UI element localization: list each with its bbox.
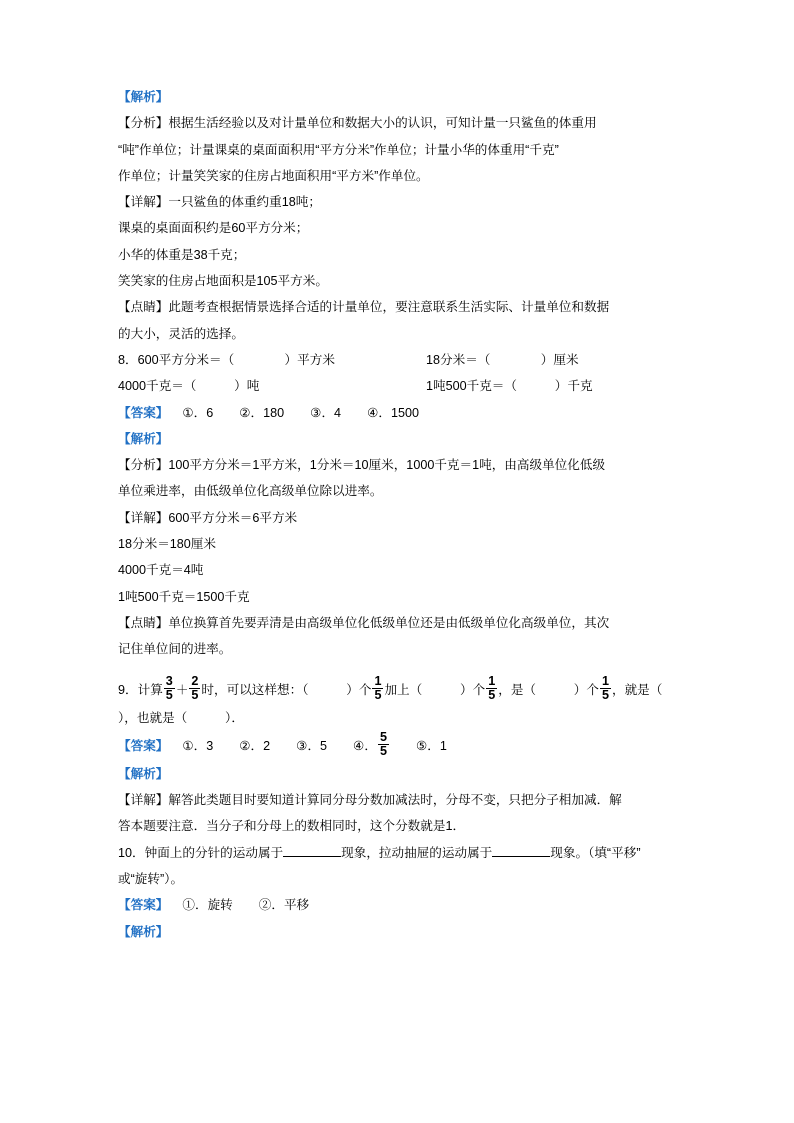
question-10-number: 10． <box>118 845 145 860</box>
detail-paragraph-1-line3: 小华的体重是38千克； <box>118 247 246 262</box>
question-8-detail-line1: 【详解】600平方分米＝6平方米 <box>118 510 298 525</box>
fraction-three-fifths: $\frac{3}{5}$ <box>165 673 173 702</box>
question-10-line1 <box>118 840 676 866</box>
question-8-answer-row <box>118 400 676 426</box>
question-8-row-1 <box>118 347 676 373</box>
question-8-answer-4: ④．1500 <box>367 405 419 420</box>
analysis-tag-9 <box>118 761 676 787</box>
question-10-text-b: 现象，拉动抽屉的运动属于 <box>341 845 493 860</box>
answer-label-9: 【答案】 <box>118 738 169 753</box>
question-9-detail-line1: 【详解】解答此类题目时要知道计算同分母分数加减法时，分母不变，只把分子相加减．解 <box>118 793 622 808</box>
question-9-answer-2: ②．2 <box>239 738 271 753</box>
analysis-tag-1 <box>118 84 676 110</box>
analysis-label: 【解析】 <box>118 90 169 104</box>
question-9-answer-1: ①．3 <box>182 738 214 753</box>
question-8-summary-line1: 【点睛】单位换算首先要弄清是由高级单位化低级单位还是由低级单位化高级单位，其次 <box>118 615 610 630</box>
analysis-paragraph-1-line1: 【分析】根据生活经验以及对计量单位和数据大小的认识，可知计量一只鲨鱼的体重用 <box>118 116 597 131</box>
fraction-one-fifth-2: $\frac{1}{5}$ <box>488 673 496 702</box>
question-8-summary-line2: 记住单位间的进率。 <box>118 642 232 657</box>
question-9-detail-line2: 答本题要注意．当分子和分母上的数相同时，这个分数就是1． <box>118 819 466 834</box>
question-8-row1-left: 600平方分米＝（ ）平方米 <box>137 352 335 367</box>
analysis-paragraph-1-line2: “吨”作单位；计量课桌的桌面面积用“平方分米”作单位；计量小华的体重用“千克” <box>118 142 559 157</box>
question-8-answer-1: ①．6 <box>182 405 214 420</box>
question-8-row2-right: 1吨500千克＝（ ）千克 <box>426 379 593 394</box>
question-8-number: 8． <box>118 352 138 367</box>
blank-underline-2 <box>492 843 550 857</box>
question-10-text-a: 钟面上的分针的运动属于 <box>144 845 284 860</box>
question-8-row2-left: 4000千克＝（ ）吨 <box>118 379 260 394</box>
question-8-detail-line3: 4000千克＝4吨 <box>118 563 204 578</box>
question-9-text-f: ），也就是（ ）． <box>118 710 244 725</box>
question-9-text-d: ，是（ ）个 <box>498 682 599 697</box>
question-8-fenxi-line2: 单位乘进率，由低级单位化高级单位除以进率。 <box>118 484 383 499</box>
question-9-text-c: 加上（ ）个 <box>384 682 486 697</box>
question-9-number: 9． <box>118 682 138 697</box>
question-9-text-b: 时，可以这样想：（ ）个 <box>201 682 372 697</box>
question-8-fenxi-line1: 【分析】100平方分米＝1平方米，1分米＝10厘米，1000千克＝1吨，由高级单位化低级 <box>118 458 606 473</box>
detail-paragraph-1-line2: 课桌的桌面面积约是60平方分米； <box>118 221 309 236</box>
question-8-detail-line2: 18分米＝180厘米 <box>118 537 216 552</box>
detail-paragraph-1-line1: 【详解】一只鲨鱼的体重约重18吨； <box>118 195 321 210</box>
question-9-text <box>118 675 676 705</box>
fraction-five-fifths: $\frac{5}{5}$ <box>379 730 387 759</box>
question-8-row1-right: 18分米＝（ ）厘米 <box>426 352 579 367</box>
question-9-text-a: 计算 <box>137 682 163 697</box>
question-8-row-2 <box>118 373 676 399</box>
analysis-paragraph-1-line3: 作单位；计量笑笑家的住房占地面积用“平方米”作单位。 <box>118 168 429 183</box>
question-9-answer-3: ③．5 <box>296 738 328 753</box>
fraction-two-fifths: $\frac{2}{5}$ <box>191 673 199 702</box>
answer-label-10: 【答案】 <box>118 898 169 913</box>
question-9-answer-5: ⑤．1 <box>415 738 447 753</box>
question-9-text-e: ，就是（ <box>611 682 663 697</box>
question-8-answer-2: ②．180 <box>239 405 285 420</box>
question-10-answer-2: ②．平移 <box>258 898 310 913</box>
question-10-answer-1: ①．旋转 <box>182 898 233 913</box>
question-9-answer-row <box>118 731 676 761</box>
question-10-line2: 或“旋转”）。 <box>118 872 184 887</box>
fraction-one-fifth-3: $\frac{1}{5}$ <box>601 673 609 702</box>
analysis-tag-10 <box>118 919 676 945</box>
question-10-text-c: 现象。（填“平移” <box>550 845 641 860</box>
answer-label-8: 【答案】 <box>118 405 169 420</box>
plus-sign: ＋ <box>175 682 189 697</box>
summary-paragraph-1-line1: 【点睛】此题考查根据情景选择合适的计量单位，要注意联系生活实际、计量单位和数据 <box>118 300 610 315</box>
summary-paragraph-1-line2: 的大小，灵活的选择。 <box>118 326 244 341</box>
analysis-tag-8 <box>118 426 676 452</box>
analysis-label-8: 【解析】 <box>118 431 169 446</box>
question-9-answer-4: ④． <box>353 738 377 753</box>
fraction-one-fifth-1: $\frac{1}{5}$ <box>374 673 382 702</box>
question-10-answer-row <box>118 892 676 918</box>
blank-underline-1 <box>283 843 341 857</box>
question-8-answer-3: ③．4 <box>310 405 342 420</box>
detail-paragraph-1-line4: 笑笑家的住房占地面积是105平方米。 <box>118 274 328 289</box>
question-8-detail-line4: 1吨500千克＝1500千克 <box>118 589 250 604</box>
analysis-label-10: 【解析】 <box>118 924 169 939</box>
analysis-label-9: 【解析】 <box>118 766 169 781</box>
